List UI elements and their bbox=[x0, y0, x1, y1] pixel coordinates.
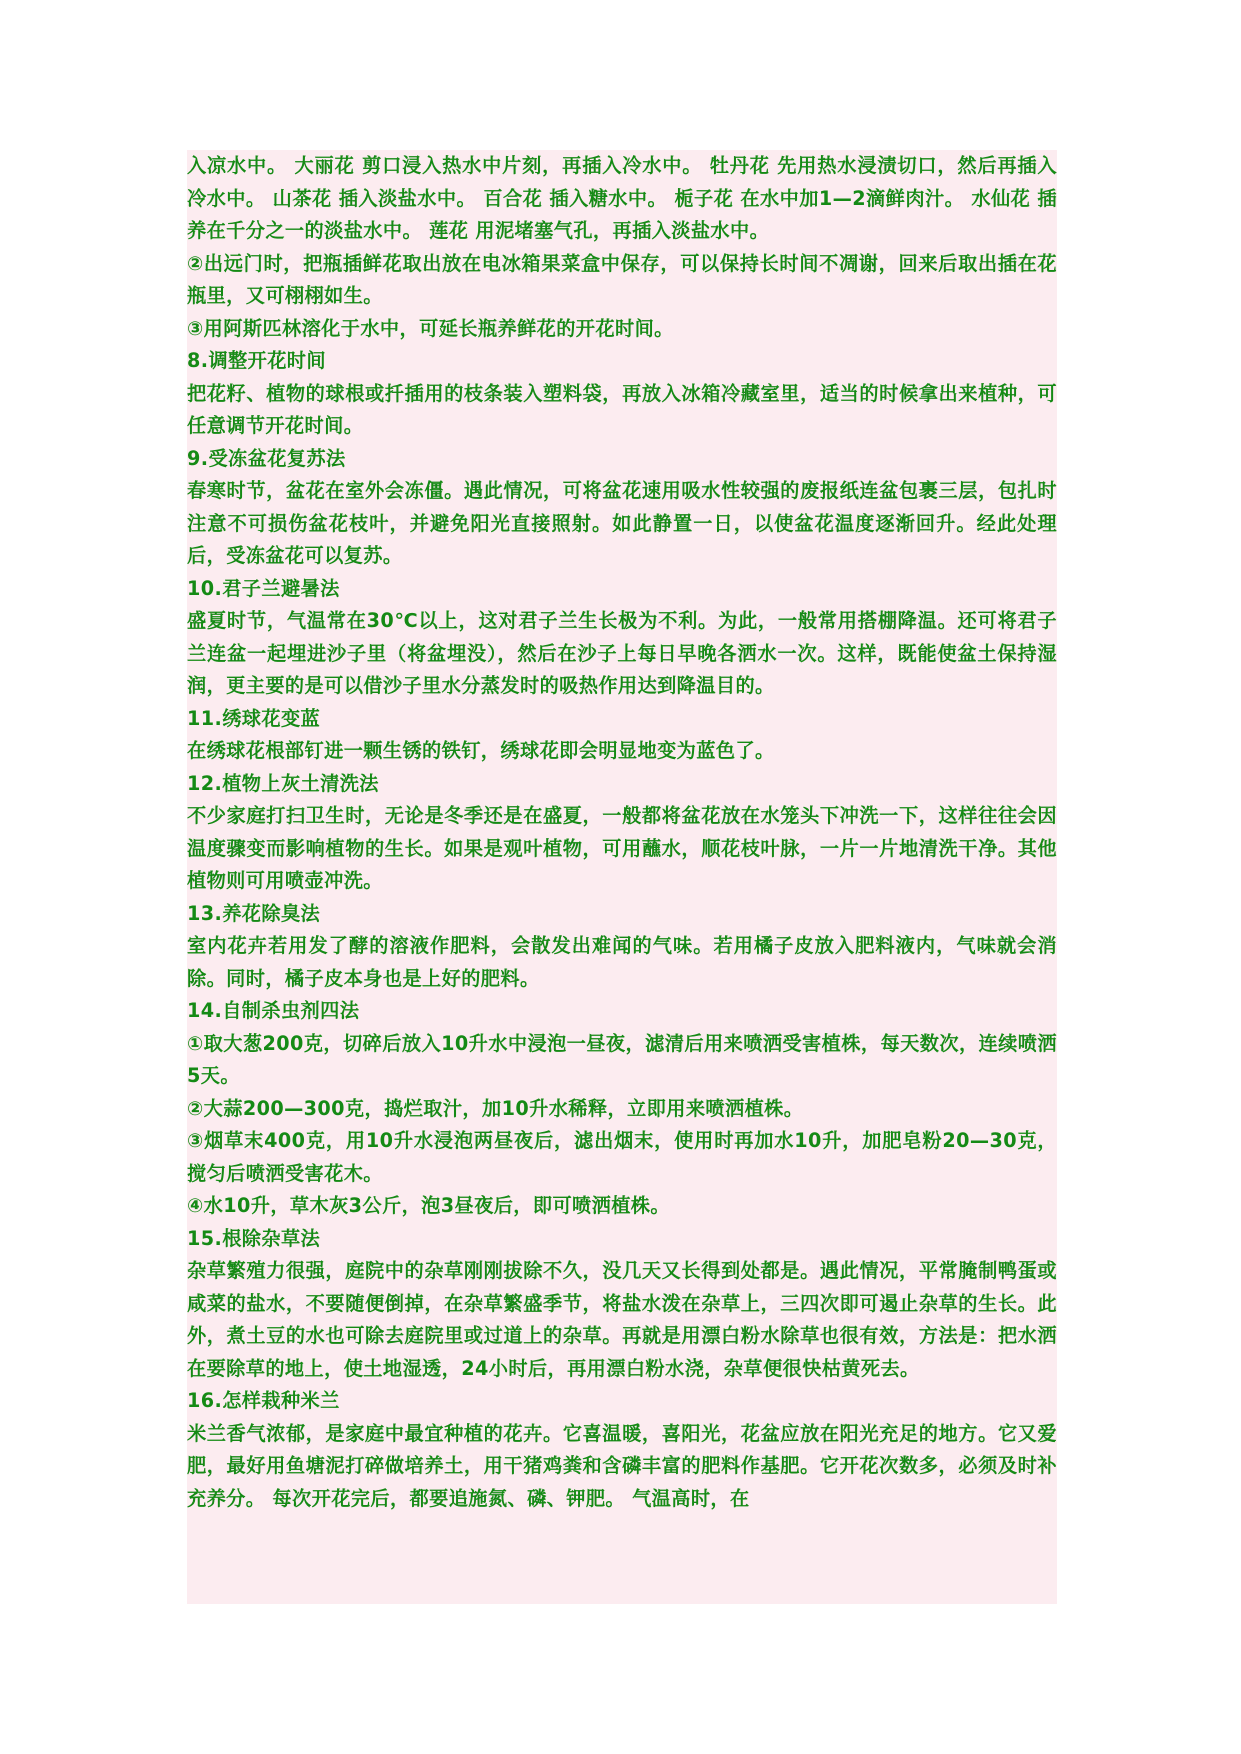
paragraph: ③烟草末400克，用10升水浸泡两昼夜后，滤出烟末，使用时再加水10升，加肥皂粉20—30克，搅匀后喷洒受害花木。 bbox=[187, 1129, 1057, 1185]
section-heading: 15.根除杂草法 bbox=[187, 1226, 321, 1250]
paragraph: 春寒时节，盆花在室外会冻僵。遇此情况，可将盆花速用吸水性较强的废报纸连盆包裹三层，包扎时注意不可损伤盆花枝叶，并避免阳光直接照射。如此静置一日，以使盆花温度逐渐回升。经此处理后，受冻盆花可以复苏。 bbox=[187, 479, 1057, 567]
paragraph: 杂草繁殖力很强，庭院中的杂草刚刚拔除不久，没几天又长得到处都是。遇此情况，平常腌制鸭蛋或咸菜的盐水，不要随便倒掉，在杂草繁盛季节，将盐水泼在杂草上，三四次即可遏止杂草的生长。此外，煮土豆的水也可除去庭院里或过道上的杂草。再就是用漂白粉水除草也很有效，方法是：把水洒在要除草的地上，使土地湿透，24小时后，再用漂白粉水浇，杂草便很快枯黄死去。 bbox=[187, 1259, 1057, 1380]
section-heading: 8.调整开花时间 bbox=[187, 349, 326, 372]
document-body bbox=[187, 150, 1057, 1604]
section-heading: 9.受冻盆花复苏法 bbox=[187, 446, 346, 470]
section-heading: 11.绣球花变蓝 bbox=[187, 706, 321, 730]
section-heading: 13.养花除臭法 bbox=[187, 901, 321, 925]
paragraph: ②大蒜200—300克，捣烂取汁，加10升水稀释，立即用来喷洒植株。 bbox=[187, 1096, 804, 1120]
paragraph: ④水10升，草木灰3公斤，泡3昼夜后，即可喷洒植株。 bbox=[187, 1194, 670, 1217]
section-heading: 16.怎样栽种米兰 bbox=[187, 1389, 340, 1412]
paragraph: 米兰香气浓郁，是家庭中最宜种植的花卉。它喜温暖，喜阳光，花盆应放在阳光充足的地方。它又爱肥，最好用鱼塘泥打碎做培养土，用干猪鸡粪和含磷丰富的肥料作基肥。它开花次数多，必须及时补充养分。 每次开花完后，都要追施氮、磷、钾肥。 气温高时，在 bbox=[187, 1421, 1057, 1510]
paragraph: 不少家庭打扫卫生时，无论是冬季还是在盛夏，一般都将盆花放在水笼头下冲洗一下，这样往往会因温度骤变而影响植物的生长。如果是观叶植物，可用蘸水，顺花枝叶脉，一片一片地清洗干净。其他植物则可用喷壶冲洗。 bbox=[187, 804, 1057, 892]
paragraph: ②出远门时，把瓶插鲜花取出放在电冰箱果菜盒中保存，可以保持长时间不凋谢，回来后取出插在花瓶里，又可栩栩如生。 bbox=[187, 251, 1057, 307]
paragraph: ①取大葱200克，切碎后放入10升水中浸泡一昼夜，滤清后用来喷洒受害植株，每天数次，连续喷洒5天。 bbox=[187, 1031, 1057, 1087]
paragraph: 入凉水中。 大丽花 剪口浸入热水中片刻，再插入冷水中。 牡丹花 先用热水浸渍切口，然后再插入冷水中。 山茶花 插入淡盐水中。 百合花 插入糖水中。 栀子花 在水中加1—2滴鲜肉汁。 水仙花 插养在千分之一的淡盐水中。 莲花 用泥堵塞气孔，再插入淡盐水中。 bbox=[187, 154, 1057, 242]
section-heading: 14.自制杀虫剂四法 bbox=[187, 999, 360, 1022]
section-heading: 12.植物上灰土清洗法 bbox=[187, 771, 379, 795]
paragraph: 在绣球花根部钉进一颗生锈的铁钉，绣球花即会明显地变为蓝色了。 bbox=[187, 739, 775, 762]
paragraph: 盛夏时节，气温常在30℃以上，这对君子兰生长极为不利。为此，一般常用搭棚降温。还可将君子兰连盆一起埋进沙子里（将盆埋没），然后在沙子上每日早晚各洒水一次。这样，既能使盆土保持湿润，更主要的是可以借沙子里水分蒸发时的吸热作用达到降温目的。 bbox=[187, 609, 1057, 697]
paragraph: ③用阿斯匹林溶化于水中，可延长瓶养鲜花的开花时间。 bbox=[187, 316, 674, 340]
section-heading: 10.君子兰避暑法 bbox=[187, 576, 340, 600]
paragraph: 把花籽、植物的球根或扦插用的枝条装入塑料袋，再放入冰箱冷藏室里，适当的时候拿出来植种，可任意调节开花时间。 bbox=[187, 381, 1057, 437]
paragraph: 室内花卉若用发了酵的溶液作肥料，会散发出难闻的气味。若用橘子皮放入肥料液内，气味就会消除。同时，橘子皮本身也是上好的肥料。 bbox=[187, 934, 1057, 990]
